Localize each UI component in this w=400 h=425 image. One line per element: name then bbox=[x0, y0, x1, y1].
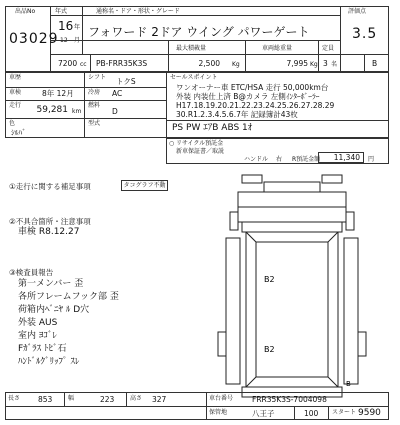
term-value: 8年 12月 bbox=[42, 89, 74, 98]
model-code: PB-FRR35K3S bbox=[96, 59, 148, 68]
inspector-line: 各所フレームフック部 歪 bbox=[18, 292, 119, 302]
divider bbox=[126, 392, 127, 406]
location-label: 保管地 bbox=[209, 409, 228, 416]
tacho-label: タコグラフ不動 bbox=[123, 182, 166, 189]
capacity: 3 bbox=[323, 59, 328, 68]
divider bbox=[364, 54, 365, 72]
equipment-item: ｴｱB bbox=[203, 123, 219, 133]
wheel bbox=[346, 212, 354, 230]
mileage-label: 走行 bbox=[9, 102, 22, 109]
start-price: 9590 bbox=[358, 408, 381, 418]
truck-diagram bbox=[212, 172, 382, 402]
divider bbox=[5, 87, 166, 88]
equipment-item: ABS bbox=[221, 123, 240, 133]
model-label: 型式 bbox=[88, 120, 101, 127]
inspector-line: 室内 ﾖｺﾞﾚ bbox=[18, 331, 57, 341]
recycle-amount: 11,340 bbox=[333, 153, 360, 162]
divider bbox=[340, 6, 341, 72]
displacement: 7200 bbox=[58, 59, 78, 68]
score-label: 評価点 bbox=[348, 8, 367, 15]
vehicle-name: フォワード 2ドア ウイング パワーゲート bbox=[88, 25, 310, 39]
section-title-driving: ①走行に関する補足事項 bbox=[9, 182, 91, 191]
ac-label: 冷房 bbox=[88, 89, 101, 96]
mileage-value: 59,281 bbox=[36, 105, 68, 115]
shift-value: トクS bbox=[116, 77, 136, 86]
divider bbox=[5, 118, 166, 119]
year-label: 年式 bbox=[55, 8, 68, 15]
cargo-box bbox=[246, 232, 338, 387]
stored-value: 100 bbox=[304, 409, 319, 418]
start-label: スタート bbox=[332, 409, 357, 416]
year-unit: 年 bbox=[74, 24, 81, 31]
month-unit: 月 bbox=[74, 37, 81, 44]
max-load: 2,500 bbox=[198, 59, 220, 68]
ac-value: AC bbox=[112, 89, 123, 98]
divider bbox=[318, 40, 319, 72]
divider bbox=[206, 392, 207, 420]
max-load-label: 最大積載量 bbox=[176, 45, 207, 52]
damage-mark: B2 bbox=[264, 345, 275, 354]
divider bbox=[168, 40, 169, 72]
inspector-line: 第一メンバー 歪 bbox=[18, 279, 84, 289]
wheel bbox=[218, 332, 226, 356]
defect-note: 車検 R8.12.27 bbox=[18, 227, 80, 237]
divider bbox=[245, 40, 246, 72]
color-value: ｼﾙﾊﾞ bbox=[11, 128, 26, 137]
damage-mark: B2 bbox=[264, 275, 275, 284]
interior-grade: B bbox=[372, 59, 378, 68]
sales-point-line: H17.18.19.20.21.22.23.24.25.26.27.28.29 bbox=[176, 101, 335, 110]
sales-point-line: 30.R1.2.3.4.5.6.7年 記録簿計43枚 bbox=[176, 110, 298, 119]
height-label: 高さ bbox=[130, 395, 143, 402]
inspector-line: 荷箱内ﾍﾞﾆﾔ ﾙ D穴 bbox=[18, 305, 90, 315]
capacity-label: 定員 bbox=[322, 45, 335, 52]
recycle-label: リサイクル預託金 bbox=[176, 140, 224, 147]
wheel bbox=[358, 332, 366, 356]
divider bbox=[328, 406, 329, 420]
model-month: 12 bbox=[60, 37, 68, 44]
height: 327 bbox=[152, 395, 167, 404]
length: 853 bbox=[38, 395, 53, 404]
divider bbox=[294, 406, 295, 420]
fuel-value: D bbox=[112, 107, 118, 116]
handle-label: ハンドル bbox=[244, 156, 269, 163]
sales-point-line: ワンオーナー車 ETC/HSA 走行 50,000km台 bbox=[176, 83, 329, 92]
inspector-line: Fｶﾞﾗｽ ﾄﾋﾞ石 bbox=[18, 344, 67, 354]
max-load-unit: Kg bbox=[232, 61, 240, 68]
recycle-detail: 新車保証書／取説 bbox=[176, 148, 225, 155]
mileage-unit: km bbox=[72, 108, 82, 115]
location: 八王子 bbox=[252, 409, 275, 418]
recycle-unit: 円 bbox=[368, 156, 375, 163]
equipment-item: 1ｵ bbox=[242, 123, 253, 133]
sales-point-line: 外装 内装仕上済 B@カメラ 左側ｲﾝﾀｰﾎﾞｰﾗｰ bbox=[176, 92, 320, 101]
divider bbox=[64, 392, 65, 406]
lot-number: 03029 bbox=[9, 31, 59, 47]
recycle-amount-label: R預託金額 bbox=[292, 156, 321, 163]
equipment-item: PW bbox=[186, 123, 201, 133]
gross-weight: 7,995 bbox=[286, 59, 308, 68]
wheel bbox=[230, 212, 238, 230]
gross-weight-label: 車両総重量 bbox=[262, 45, 293, 52]
width: 223 bbox=[100, 395, 115, 404]
width-label: 幅 bbox=[68, 395, 75, 402]
divider bbox=[5, 100, 166, 101]
fuel-label: 燃料 bbox=[88, 102, 101, 109]
handle-value: 右 bbox=[276, 156, 283, 163]
divider bbox=[90, 54, 91, 72]
divider bbox=[84, 72, 85, 138]
section-title-inspector: ③検査員報告 bbox=[9, 268, 54, 277]
displacement-unit: cc bbox=[80, 61, 87, 68]
divider bbox=[50, 54, 340, 55]
frame-label: 車台番号 bbox=[209, 395, 234, 402]
history-label: 車歴 bbox=[9, 74, 22, 81]
divider bbox=[5, 406, 389, 407]
length-label: 長さ bbox=[8, 395, 21, 402]
gross-weight-unit: Kg bbox=[310, 61, 318, 68]
vehicle-label: 通称名・ドア・形状・グレード bbox=[96, 8, 180, 15]
score-value: 3.5 bbox=[352, 26, 378, 42]
divider bbox=[82, 6, 83, 54]
cab-roof bbox=[264, 182, 320, 192]
inspector-line: ﾊﾝﾄﾞﾙｸﾞﾘｯﾌﾟ ｽﾚ bbox=[18, 357, 80, 367]
color-label: 色 bbox=[9, 120, 16, 127]
model-year: 16 bbox=[58, 19, 74, 33]
capacity-unit: 名 bbox=[331, 61, 338, 68]
section-title-defects: ②不具合箇所・注意事項 bbox=[9, 217, 91, 226]
term-label: 車検 bbox=[9, 89, 22, 96]
exhibit-label: 出品No bbox=[15, 8, 36, 15]
damage-mark: B bbox=[346, 380, 351, 388]
equipment-list bbox=[172, 123, 252, 134]
inspector-line: 外装 AUS bbox=[18, 318, 58, 328]
equipment-item: PS bbox=[172, 123, 184, 133]
shift-label: シフト bbox=[88, 74, 107, 81]
sales-point-label: セールスポイント bbox=[170, 74, 218, 81]
divider bbox=[50, 15, 340, 16]
frame-number: FRR35K3S-7004098 bbox=[252, 395, 327, 404]
notes-mark: ○ bbox=[169, 140, 175, 147]
divider bbox=[50, 40, 340, 41]
